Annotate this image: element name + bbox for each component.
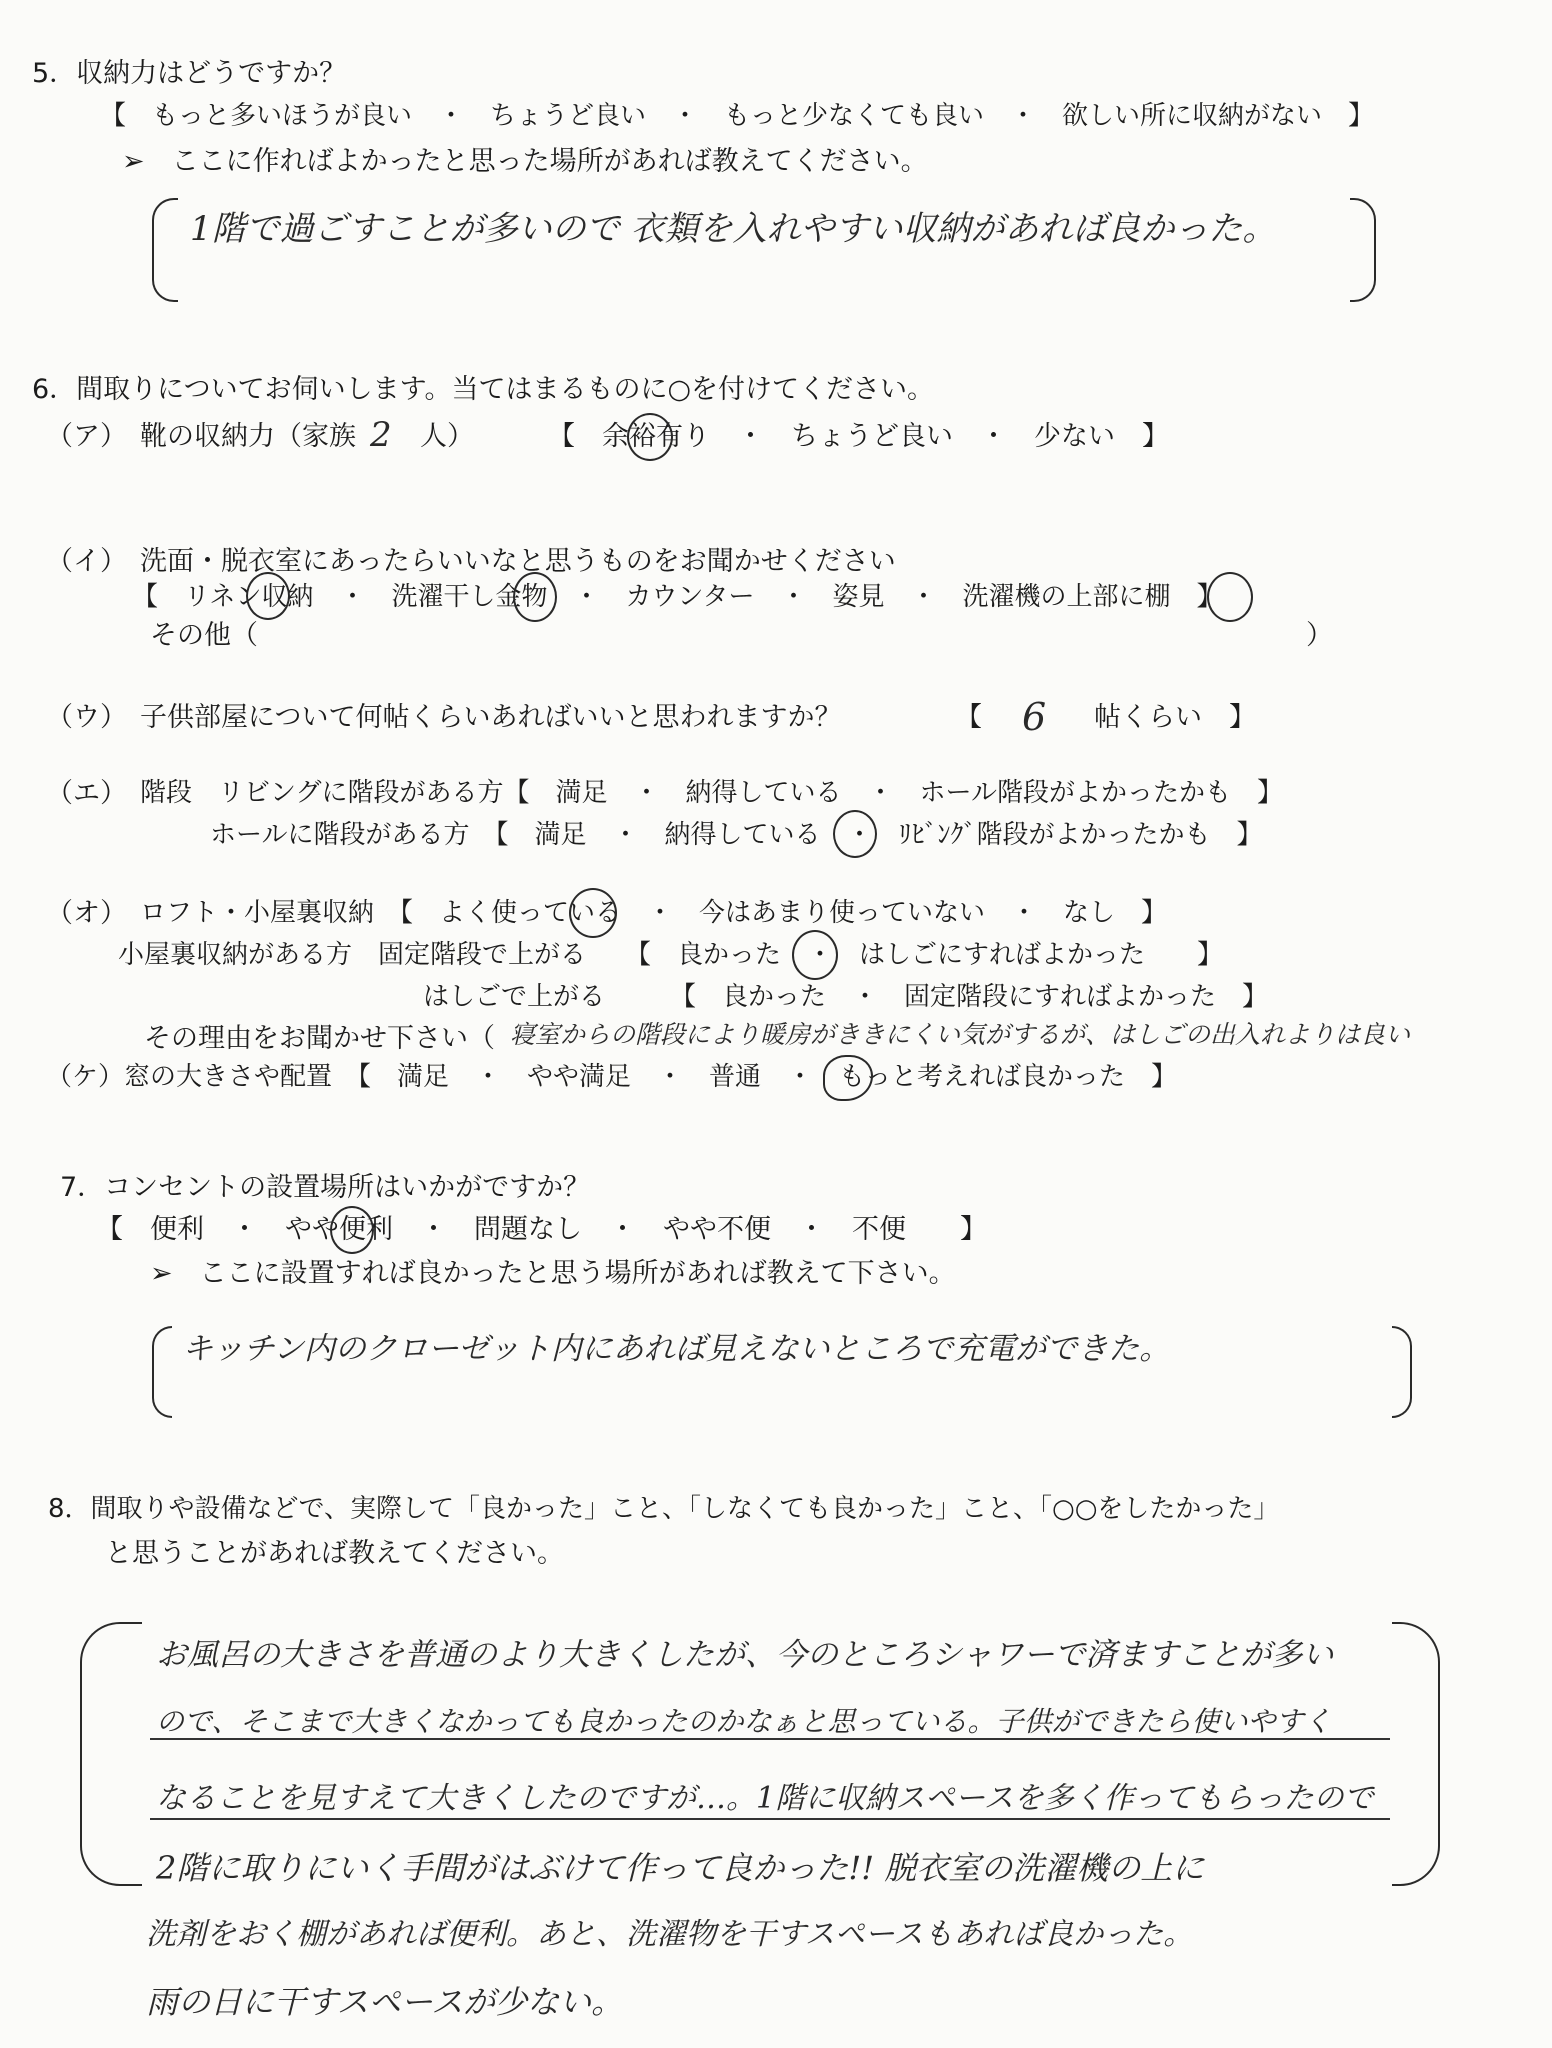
q6-i-other: その他（	[150, 620, 258, 651]
q6-a-question: 靴の収納力（家族	[140, 421, 356, 452]
q7-title: 7．コンセントの設置場所はいかがですか？	[60, 1172, 591, 1203]
q8-handwritten-line-6: 雨の日に干すスペースが少ない。	[146, 1983, 624, 2021]
q6-a-selection-circle	[627, 413, 673, 461]
q6-u-handwritten-answer: 6	[1022, 695, 1047, 739]
q6-o-label: （オ）	[46, 898, 127, 929]
q6-ke-line: （ケ）窓の大きさや配置 【 満足 ・ やや満足 ・ 普通 ・ もっと考えれば良かった 】	[46, 1062, 1178, 1092]
q6-i-options: 【 リネン収納 ・ 洗濯干し金物 ・ カウンター ・ 姿見 ・ 洗濯機の上部に棚 】	[132, 582, 1223, 612]
q8-title-line2: と思うことがあれば教えてください。	[105, 1538, 564, 1569]
q8-handwritten-line-2: ので、そこまで大きくなかっても良かったのかなぁと思っている。子供ができたら使いやすく	[156, 1705, 1332, 1738]
q7-answer-bracket-left	[152, 1326, 172, 1418]
q8-handwritten-line-5: 洗剤をおく棚があれば便利。あと、洗濯物を干すスペースもあれば良かった。	[146, 1917, 1194, 1952]
q5-title: 5．収納力はどうですか？	[32, 58, 347, 89]
q6-i-selection-circle-shelf	[1207, 572, 1253, 622]
q6-i-other-close: ）	[1306, 620, 1333, 651]
q5-options: 【 もっと多いほうが良い ・ ちょうど良い ・ もっと少なくても良い ・ 欲しい所に収納がない 】	[100, 101, 1375, 131]
q5-answer-bracket-right	[1350, 198, 1376, 302]
q6-title: 6．間取りについてお伺いします。当てはまるものに○を付けてください。	[32, 374, 935, 405]
q6-ke-selection-circle	[823, 1055, 873, 1101]
q6-e-line1: 階段 リビングに階段がある方【 満足 ・ 納得している ・ ホール階段がよかったかも 】	[140, 778, 1283, 808]
q6-a-family-count: 2	[370, 415, 392, 455]
q5-prompt: ➢ ここに作ればよかったと思った場所があれば教えてください。	[122, 146, 928, 177]
q8-answer-bracket-left	[80, 1622, 142, 1886]
q6-o-selection-circle-use	[569, 888, 617, 938]
q8-handwritten-line-1: お風呂の大きさを普通のより大きくしたが、今のところシャワーで済ますことが多い	[156, 1637, 1334, 1673]
q7-answer-bracket-right	[1392, 1326, 1412, 1418]
q6-a-unit: 人）	[420, 421, 474, 452]
q6-u-close: 帖くらい 】	[1094, 702, 1256, 733]
q6-a-label: （ア）	[46, 421, 127, 452]
q6-i-selection-circle-hanger	[513, 572, 557, 622]
q6-i-selection-circle-linen	[246, 572, 290, 620]
q6-u-question: 子供部屋について何帖くらいあればいいと思われますか？	[140, 702, 842, 733]
q6-i-question: 洗面・脱衣室にあったらいいなと思うものをお聞かせください	[140, 546, 896, 577]
q8-answer-underline-1	[150, 1738, 1390, 1740]
q6-o-selection-circle-good	[792, 930, 838, 980]
q6-o-reason: その理由をお聞かせ下さい（	[144, 1023, 495, 1054]
q5-answer-bracket-left	[152, 198, 178, 302]
q8-title-line1: 8．間取りや設備などで、実際して「良かった」こと、「しなくても良かった」こと、「○○をしたかった」	[48, 1494, 1280, 1524]
q6-e-selection-circle	[833, 810, 877, 858]
q6-o-line3: はしごで上がる 【 良かった ・ 固定階段にすればよかった 】	[423, 982, 1269, 1012]
q8-answer-underline-2	[150, 1818, 1390, 1820]
q6-i-label: （イ）	[46, 546, 127, 577]
q7-options: 【 便利 ・ やや便利 ・ 問題なし ・ やや不便 ・ 不便 】	[96, 1214, 987, 1245]
q6-e-line2: ホールに階段がある方 【 満足 ・ 納得している ・ ﾘﾋﾞﾝｸﾞ階段がよかったかも 】	[210, 820, 1263, 850]
q6-u-open: 【	[955, 702, 982, 733]
q8-handwritten-line-4: 2階に取りにいく手間がはぶけて作って良かった!! 脱衣室の洗濯機の上に	[156, 1849, 1205, 1887]
q7-handwritten-answer: キッチン内のクローゼット内にあれば見えないところで充電ができた。	[182, 1331, 1171, 1367]
q5-handwritten-answer: 1階で過ごすことが多いので 衣類を入れやすい収納があれば良かった。	[190, 209, 1277, 249]
q6-o-handwritten-reason: 寝室からの階段により暖房がききにくい気がするが、はしごの出入れよりは良い	[510, 1020, 1411, 1049]
q6-o-line1: ロフト・小屋裏収納 【 よく使っている ・ 今はあまり使っていない ・ なし 】	[140, 898, 1168, 928]
q6-a-options: 【 余裕有り ・ ちょうど良い ・ 少ない 】	[548, 421, 1169, 452]
q6-u-label: （ウ）	[46, 702, 127, 733]
q8-handwritten-line-3: なることを見すえて大きくしたのですが…。1階に収納スペースを多く作ってもらったので	[156, 1781, 1374, 1816]
q7-prompt: ➢ ここに設置すれば良かったと思う場所があれば教えて下さい。	[150, 1258, 956, 1289]
q8-answer-bracket-right	[1392, 1622, 1440, 1886]
q7-selection-circle	[330, 1206, 374, 1254]
q6-o-line2: 小屋裏収納がある方 固定階段で上がる 【 良かった ・ はしごにすればよかった 】	[118, 940, 1224, 970]
q6-e-label: （エ）	[46, 778, 127, 809]
